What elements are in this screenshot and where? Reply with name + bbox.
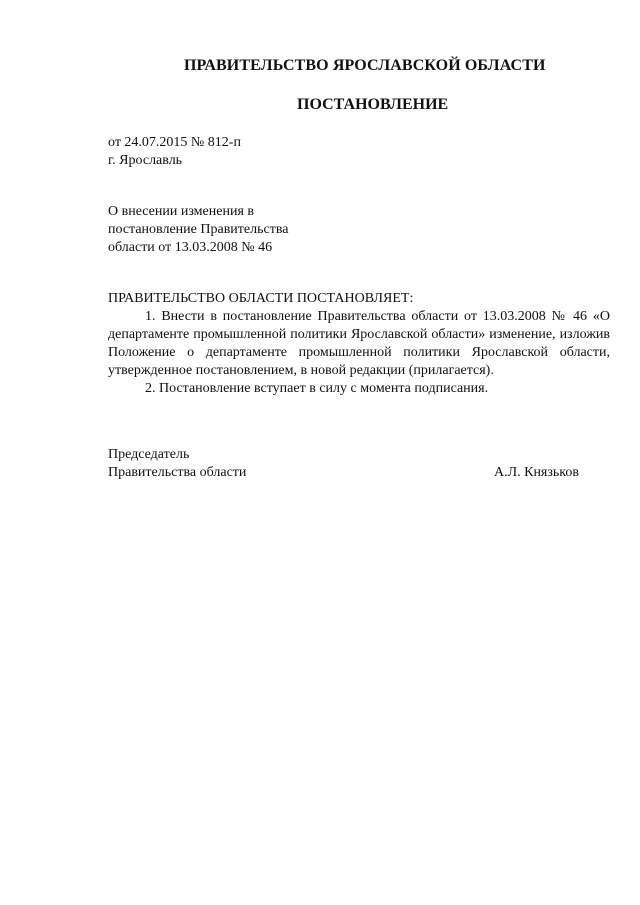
preamble: ПРАВИТЕЛЬСТВО ОБЛАСТИ ПОСТАНОВЛЯЕТ: [108,291,414,306]
signatory-title-2: Правительства области [108,465,247,480]
government-title: ПРАВИТЕЛЬСТВО ЯРОСЛАВСКОЙ ОБЛАСТИ [184,57,546,74]
signatory-name: А.Л. Князьков [494,465,579,480]
decree-city: г. Ярославль [108,153,183,168]
subject-line-1: О внесении изменения в [108,204,254,219]
decree-date-number: от 24.07.2015 № 812-п [108,135,241,150]
document-type: ПОСТАНОВЛЕНИЕ [297,96,449,113]
decree-body [108,290,610,398]
subject-line-2: постановление Правительства [108,222,289,237]
signatory-title-1: Председатель [108,447,190,462]
item-2: 2. Постановление вступает в силу с момента подписания. [145,381,489,396]
decree-subject [108,203,288,257]
item-1: 1. Внести в постановление Правительства области от 13.03.2008 № 46 «О департаменте промышленной политики Ярославской области» изменение, изложив Положение о департаменте промышленной политики Ярославской области, утвержденное постановлением, в новой редакции (прилагается). [108,309,610,378]
subject-line-3: области от 13.03.2008 № 46 [108,240,273,255]
